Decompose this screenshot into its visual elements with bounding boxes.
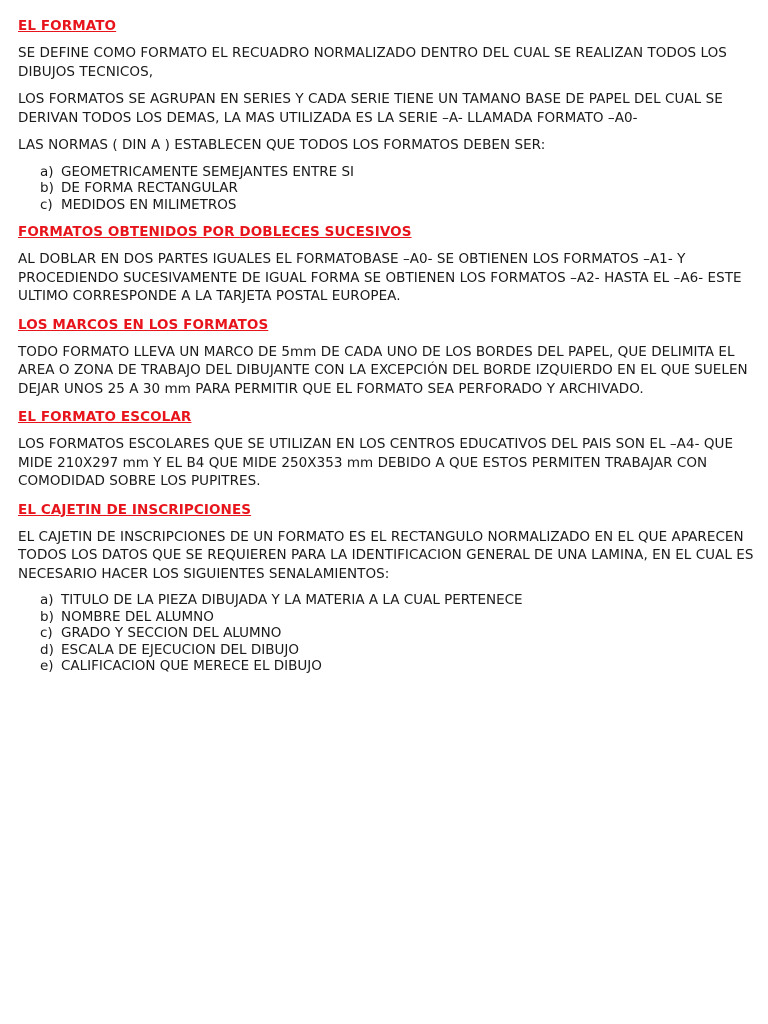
list-marker: b) — [40, 608, 54, 625]
section-heading-formatos-obtenidos: FORMATOS OBTENIDOS POR DOBLECES SUCESIVOS — [18, 224, 412, 240]
list-item-text: GEOMETRICAMENTE SEMEJANTES ENTRE SI — [61, 163, 355, 180]
list-marker: e) — [40, 658, 54, 674]
list-marker: a) — [40, 592, 54, 608]
list-item-text: ESCALA DE EJECUCION DEL DIBUJO — [61, 641, 299, 658]
list-item-text: TITULO DE LA PIEZA DIBUJADA Y LA MATERIA A LA CUAL PERTENECE — [61, 592, 523, 608]
format-requirements-list — [18, 164, 758, 214]
list-item — [18, 164, 758, 181]
list-item-text: GRADO Y SECCION DEL ALUMNO — [61, 625, 282, 641]
paragraph: LOS FORMATOS SE AGRUPAN EN SERIES Y CADA SERIE TIENE UN TAMANO BASE DE PAPEL DEL CUAL SE DERIVAN TODOS LOS DEMAS, LA MAS UTILIZADA ES LA SERIE –A- LLAMADA FORMATO –A0- — [18, 91, 723, 126]
paragraph: EL CAJETIN DE INSCRIPCIONES DE UN FORMATO ES EL RECTANGULO NORMALIZADO EN EL QUE APARECEN TODOS LOS DATOS QUE SE REQUIEREN PARA LA IDENTIFICACION GENERAL DE UNA LAMINA, EN EL CUAL ES NECESARIO HACER LOS SIGUIENTES SENALAMIENTOS: — [18, 528, 754, 582]
list-marker: c) — [40, 196, 53, 213]
list-item-text: CALIFICACION QUE MERECE EL DIBUJO — [61, 658, 322, 674]
paragraph: LOS FORMATOS ESCOLARES QUE SE UTILIZAN EN LOS CENTROS EDUCATIVOS DEL PAIS SON EL –A4- QUE MIDE 210X297 mm Y EL B4 QUE MIDE 250X353 mm DEBIDO A QUE ESTOS PERMITEN TRABAJAR CON COMODIDAD SOBRE LOS PUPITRES. — [18, 436, 734, 489]
list-item-text: NOMBRE DEL ALUMNO — [61, 608, 214, 625]
list-marker: d) — [40, 641, 54, 658]
list-marker: a) — [40, 163, 54, 180]
paragraph: AL DOBLAR EN DOS PARTES IGUALES EL FORMATOBASE –A0- SE OBTIENEN LOS FORMATOS –A1- Y PROCEDIENDO SUCESIVAMENTE DE IGUAL FORMA SE OBTIENEN LOS FORMATOS –A2- HASTA EL –A6- ESTE ULTIMO CORRESPONDE A LA TARJETA POSTAL EUROPEA. — [18, 251, 742, 304]
list-item — [18, 642, 758, 659]
list-item-text: DE FORMA RECTANGULAR — [61, 180, 238, 196]
paragraph: TODO FORMATO LLEVA UN MARCO DE 5mm DE CADA UNO DE LOS BORDES DEL PAPEL, QUE DELIMITA EL AREA O ZONA DE TRABAJO DEL DIBUJANTE CON LA EXCEPCIÓN DEL BORDE IZQUIERDO EN EL QUE SUELEN DEJAR UNOS 25 A 30 mm PARA PERMITIR QUE EL FORMATO SEA PERFORADO Y ARCHIVADO. — [18, 343, 748, 397]
section-heading-los-marcos: LOS MARCOS EN LOS FORMATOS — [18, 316, 269, 333]
paragraph: LAS NORMAS ( DIN A ) ESTABLECEN QUE TODOS LOS FORMATOS DEBEN SER: — [18, 137, 546, 153]
list-item — [18, 592, 758, 609]
section-heading-el-formato: EL FORMATO — [18, 18, 117, 34]
document-page — [18, 16, 758, 684]
list-marker: c) — [40, 625, 53, 641]
list-item-text: MEDIDOS EN MILIMETROS — [61, 196, 237, 213]
cajetin-items-list — [18, 592, 758, 675]
section-heading-formato-escolar: EL FORMATO ESCOLAR — [18, 409, 192, 425]
list-item — [18, 197, 758, 214]
section-heading-cajetin: EL CAJETIN DE INSCRIPCIONES — [18, 501, 252, 518]
list-item — [18, 180, 758, 197]
list-item — [18, 609, 758, 626]
paragraph: SE DEFINE COMO FORMATO EL RECUADRO NORMALIZADO DENTRO DEL CUAL SE REALIZAN TODOS LOS DIBUJOS TECNICOS, — [18, 45, 727, 80]
list-marker: b) — [40, 180, 54, 196]
list-item — [18, 658, 758, 675]
list-item — [18, 625, 758, 642]
